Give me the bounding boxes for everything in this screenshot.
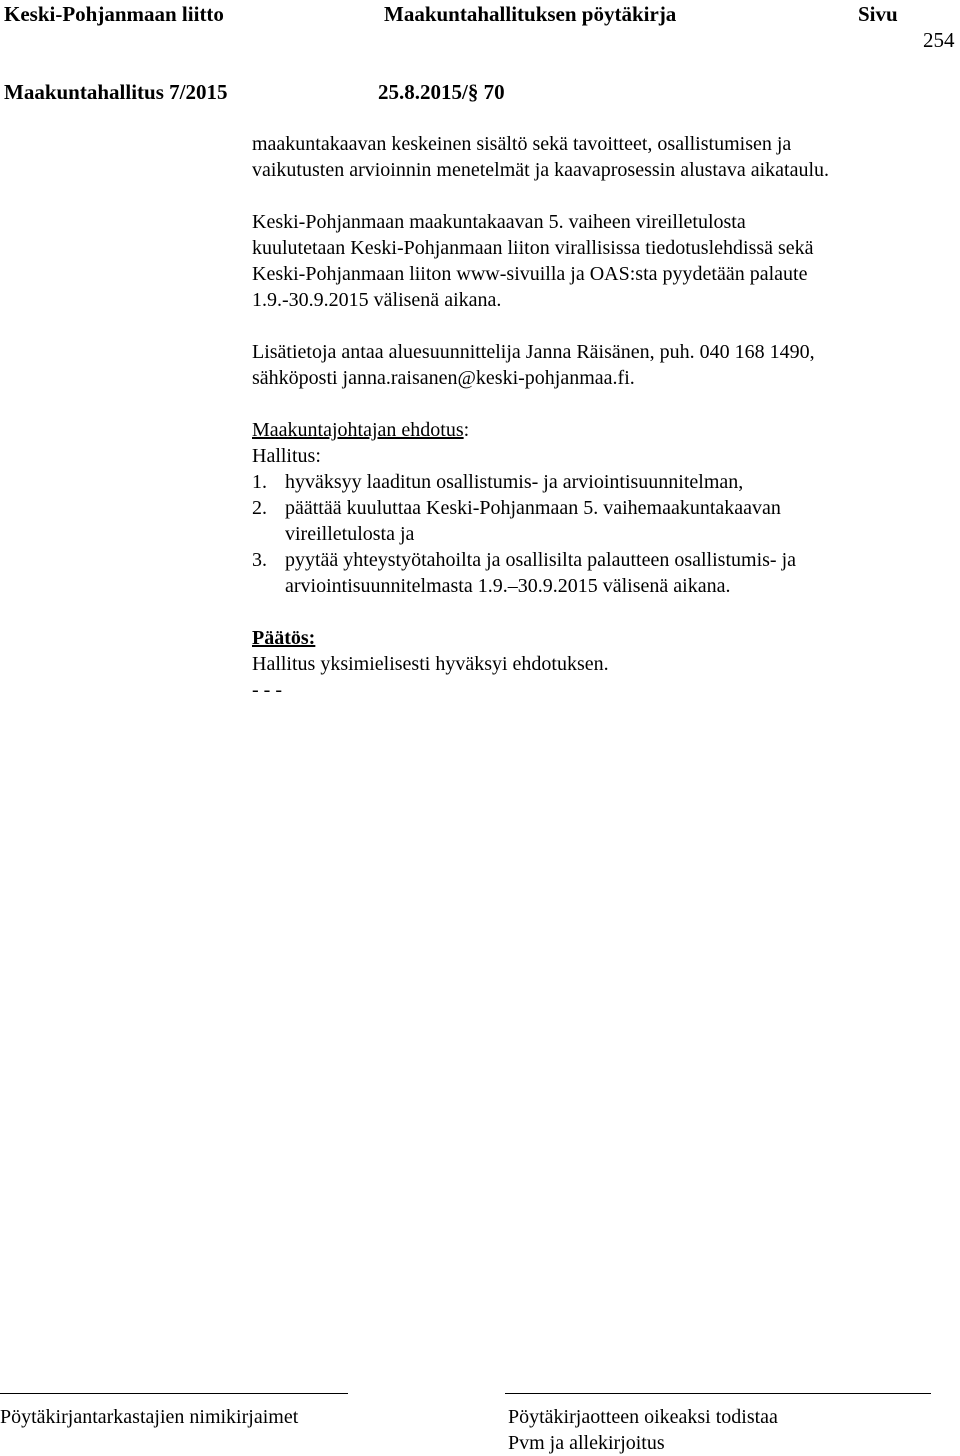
document-body bbox=[252, 131, 942, 703]
proposal-subheading: Hallitus: bbox=[252, 445, 321, 467]
signature-line-left bbox=[0, 1393, 348, 1394]
text-line: kuulutetaan Keski-Pohjanmaan liiton virallisissa tiedotuslehdissä sekä bbox=[252, 237, 814, 259]
list-number: 1. bbox=[252, 471, 267, 493]
footer-date-signature-label: Pvm ja allekirjoitus bbox=[508, 1432, 665, 1454]
meeting-title: Maakuntahallitus 7/2015 bbox=[4, 80, 228, 104]
contact-paragraph bbox=[252, 339, 942, 391]
footer-initials-label: Pöytäkirjantarkastajien nimikirjaimet bbox=[0, 1406, 299, 1428]
text-line: Keski-Pohjanmaan liiton www-sivuilla ja OAS:sta pyydetään palaute bbox=[252, 263, 808, 285]
signature-line-right bbox=[505, 1393, 931, 1394]
end-marker: - - - bbox=[252, 679, 282, 701]
page-label: Sivu bbox=[858, 2, 898, 26]
list-number: 3. bbox=[252, 549, 267, 571]
page-number: 254 bbox=[923, 28, 955, 52]
intro-paragraph bbox=[252, 131, 942, 183]
list-item: 3. pyytää yhteystyötahoilta ja osallisilta palautteen osallistumis- ja arviointisuunnitelmasta 1.9.–30.9.2015 välisenä aikana. bbox=[252, 549, 796, 597]
list-number: 2. bbox=[252, 497, 267, 519]
list-item: 2. päättää kuuluttaa Keski-Pohjanmaan 5. vaihemaakuntakaavan vireilletulosta ja bbox=[252, 497, 781, 545]
text-line: Keski-Pohjanmaan maakuntakaavan 5. vaiheen vireilletulosta bbox=[252, 211, 746, 233]
organization-name: Keski-Pohjanmaan liitto bbox=[4, 2, 224, 26]
decision-text: Hallitus yksimielisesti hyväksyi ehdotuksen. bbox=[252, 653, 609, 675]
footer-certification-label: Pöytäkirjaotteen oikeaksi todistaa bbox=[508, 1406, 778, 1428]
text-line: vaikutusten arvioinnin menetelmät ja kaavaprosessin alustava aikataulu. bbox=[252, 159, 830, 181]
date-section: 25.8.2015/§ 70 bbox=[378, 80, 505, 104]
proposal-list bbox=[252, 469, 942, 599]
text-line: maakuntakaavan keskeinen sisältö sekä tavoitteet, osallistumisen ja bbox=[252, 133, 792, 155]
document-type: Maakuntahallituksen pöytäkirja bbox=[384, 2, 677, 26]
proposal-heading: Maakuntajohtajan ehdotus: bbox=[252, 419, 470, 441]
text-line: 1.9.-30.9.2015 välisenä aikana. bbox=[252, 289, 502, 311]
text-line: sähköposti janna.raisanen@keski-pohjanmaa.fi. bbox=[252, 367, 635, 389]
decision-heading: Päätös: bbox=[252, 627, 316, 649]
text-line: Lisätietoja antaa aluesuunnittelija Janna Räisänen, puh. 040 168 1490, bbox=[252, 341, 815, 363]
announcement-paragraph bbox=[252, 209, 942, 313]
list-item: 1. hyväksyy laaditun osallistumis- ja arviointisuunnitelman, bbox=[252, 471, 744, 493]
